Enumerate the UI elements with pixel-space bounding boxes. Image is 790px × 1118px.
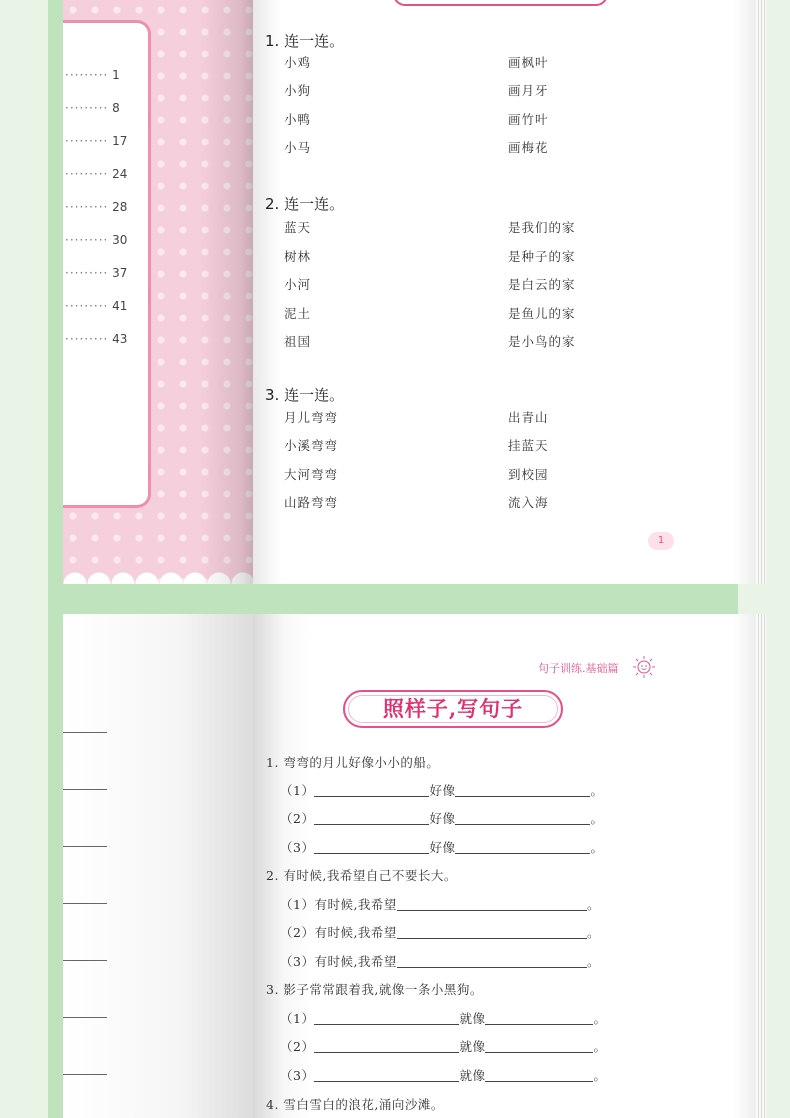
running-header: 句子训练.基础篇 — [538, 662, 619, 675]
toc-row[interactable]: ········· 30 — [65, 233, 128, 247]
toc-row[interactable]: ········· 41 — [65, 299, 128, 313]
fill-item: （2） 就像 。 — [280, 1039, 607, 1054]
match-right-item[interactable]: 画枫叶 — [508, 55, 549, 70]
toc-panel — [63, 20, 151, 508]
answer-blank[interactable] — [314, 842, 429, 854]
match-right-item[interactable]: 画梅花 — [508, 140, 549, 155]
answer-blank[interactable] — [314, 785, 429, 797]
match-left-item[interactable]: 树林 — [284, 249, 312, 264]
fill-item: （1） 就像 。 — [280, 1011, 607, 1026]
match-left-item[interactable]: 小鸡 — [284, 55, 312, 70]
match-right-item[interactable]: 是鱼儿的家 — [508, 306, 576, 321]
match-right-item[interactable]: 是小鸟的家 — [508, 334, 576, 349]
top-book-spread — [48, 0, 738, 584]
answer-line[interactable] — [63, 846, 107, 847]
match-right-item[interactable]: 画月牙 — [508, 83, 549, 98]
question-prompt: 4. 雪白雪白的浪花,涌向沙滩。 — [266, 1097, 444, 1112]
answer-blank[interactable] — [485, 1013, 593, 1025]
match-right-item[interactable]: 流入海 — [508, 495, 549, 510]
match-left-item[interactable]: 小河 — [284, 277, 312, 292]
match-left-item[interactable]: 泥土 — [284, 306, 312, 321]
answer-blank[interactable] — [314, 1041, 459, 1053]
answer-line[interactable] — [63, 1017, 107, 1018]
fill-item: （3） 就像 。 — [280, 1068, 607, 1083]
match-left-item[interactable]: 小狗 — [284, 83, 312, 98]
fill-item: （2）有时候,我希望 。 — [280, 925, 600, 940]
question-title: 3. 连一连。 — [265, 386, 345, 404]
answer-line[interactable] — [63, 960, 107, 961]
match-left-item[interactable]: 祖国 — [284, 334, 312, 349]
toc-row[interactable]: ········· 17 — [65, 134, 128, 148]
left-page — [63, 614, 253, 1118]
match-right-item[interactable]: 画竹叶 — [508, 112, 549, 127]
toc-row[interactable]: ········· 43 — [65, 332, 128, 346]
answer-blank[interactable] — [314, 1070, 459, 1082]
match-right-item[interactable]: 挂蓝天 — [508, 438, 549, 453]
answer-blank[interactable] — [485, 1070, 593, 1082]
answer-line[interactable] — [63, 789, 107, 790]
match-left-item[interactable]: 小溪弯弯 — [284, 438, 339, 453]
page-edge — [756, 614, 766, 1118]
fill-item: （2） 好像 。 — [280, 811, 604, 826]
answer-line[interactable] — [63, 732, 107, 733]
page-edge — [756, 0, 766, 584]
question-prompt: 3. 影子常常跟着我,就像一条小黑狗。 — [266, 982, 483, 997]
question-prompt: 1. 弯弯的月儿好像小小的船。 — [266, 755, 440, 770]
fill-item: （1）有时候,我希望 。 — [280, 897, 600, 912]
answer-blank[interactable] — [397, 899, 587, 911]
match-left-item[interactable]: 山路弯弯 — [284, 495, 339, 510]
answer-blank[interactable] — [314, 813, 429, 825]
toc-row[interactable]: ········· 24 — [65, 167, 128, 181]
answer-blank[interactable] — [397, 956, 587, 968]
section-title-banner: 照样子,写句子 — [343, 690, 563, 728]
answer-blank[interactable] — [397, 927, 587, 939]
toc-row[interactable]: ········· 28 — [65, 200, 128, 214]
match-right-item[interactable]: 是我们的家 — [508, 220, 576, 235]
answer-line[interactable] — [63, 903, 107, 904]
match-right-item[interactable]: 是种子的家 — [508, 249, 576, 264]
question-title: 2. 连一连。 — [265, 195, 345, 213]
answer-blank[interactable] — [314, 1013, 459, 1025]
match-right-item[interactable]: 出青山 — [508, 410, 549, 425]
match-left-item[interactable]: 大河弯弯 — [284, 467, 339, 482]
toc-row[interactable]: ········· 37 — [65, 266, 128, 280]
toc-row[interactable]: ········· 8 — [65, 101, 120, 115]
match-right-item[interactable]: 是白云的家 — [508, 277, 576, 292]
question-title: 1. 连一连。 — [265, 32, 345, 50]
match-right-item[interactable]: 到校园 — [508, 467, 549, 482]
answer-blank[interactable] — [455, 842, 590, 854]
toc-row[interactable]: ········· 1 — [65, 68, 120, 82]
answer-blank[interactable] — [455, 785, 590, 797]
background — [0, 0, 48, 1118]
match-left-item[interactable]: 小鸭 — [284, 112, 312, 127]
fill-item: （3）有时候,我希望 。 — [280, 954, 600, 969]
sun-icon — [632, 655, 656, 679]
answer-blank[interactable] — [485, 1041, 593, 1053]
fill-item: （1） 好像 。 — [280, 783, 604, 798]
match-left-item[interactable]: 月儿弯弯 — [284, 410, 339, 425]
page-number-badge: 1 — [648, 532, 674, 550]
match-left-item[interactable]: 小马 — [284, 140, 312, 155]
answer-blank[interactable] — [455, 813, 590, 825]
match-left-item[interactable]: 蓝天 — [284, 220, 312, 235]
book-gutter-shadow — [198, 0, 258, 584]
answer-line[interactable] — [63, 1074, 107, 1075]
question-prompt: 2. 有时候,我希望自己不要长大。 — [266, 868, 457, 883]
fill-item: （3） 好像 。 — [280, 840, 604, 855]
title-banner-partial — [393, 0, 608, 6]
